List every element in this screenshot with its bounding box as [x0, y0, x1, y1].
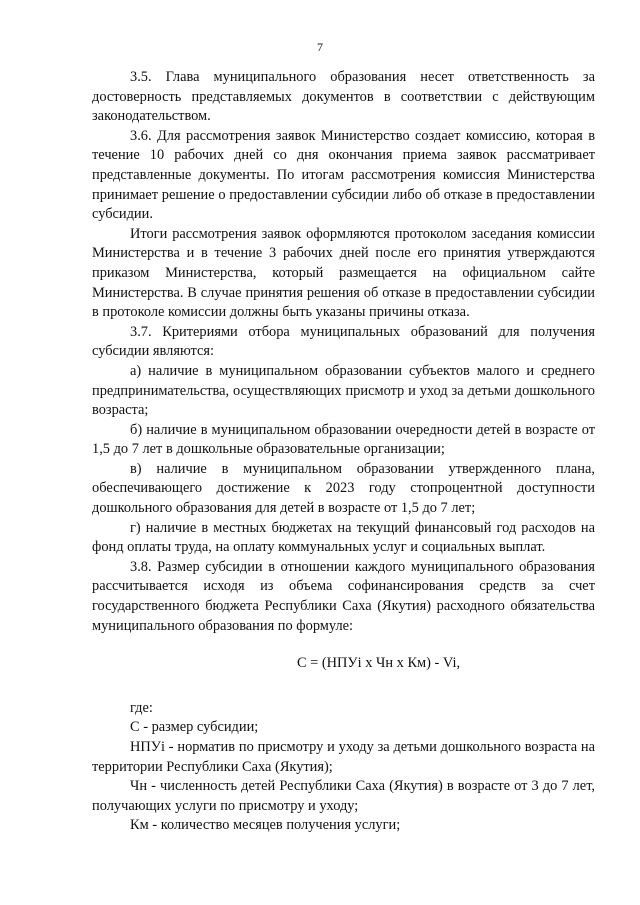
criterion-v: в) наличие в муниципальном образовании утвержденного плана, обеспечивающего достижение к 2023 году стопроцентной доступности дошкольного образования для детей в возрасте от 1,5 до 7 лет; [92, 460, 595, 517]
criterion-a: а) наличие в муниципальном образовании субъектов малого и среднего предпринимательства, осуществляющих присмотр и уход за детьми дошкольного возраста; [92, 362, 595, 419]
paragraph-3-5: 3.5. Глава муниципального образования несет ответственность за достоверность представляемых документов в соответствии с действующим законодательством. [92, 69, 595, 125]
paragraph-review-results: Итоги рассмотрения заявок оформляются протоколом заседания комиссии Министерства и в течение 3 рабочих дней после его принятия утверждаются приказом Министерства, который размещается на официальном сайте Министерства. В случае принятия решения об отказе в предоставлении субсидии в протоколе комиссии должны быть указаны причины отказа. [92, 225, 595, 321]
criterion-b: б) наличие в муниципальном образовании очередности детей в возрасте от 1,5 до 7 лет в дошкольные образовательные организации; [92, 421, 595, 458]
document-body [92, 68, 595, 836]
definition-km: Км - количество месяцев получения услуги; [130, 817, 401, 834]
paragraph-3-6: 3.6. Для рассмотрения заявок Министерство создает комиссию, которая в течение 10 рабочих дней со дня окончания приема заявок рассматривает представленные документы. По итогам рассмотрения комиссия Министерства принимает решение о предоставлении субсидии либо об отказе в предоставлении субсидии. [92, 127, 595, 223]
page-number: 7 [317, 40, 323, 54]
definition-c: С - размер субсидии; [130, 719, 259, 736]
definition-npui: НПУi - норматив по присмотру и уходу за детьми дошкольного возраста на территории Республики Саха (Якутия); [92, 739, 595, 775]
paragraph-3-8: 3.8. Размер субсидии в отношении каждого муниципального образования рассчитывается исходя из объема софинансирования средств за счет государственного бюджета Республики Саха (Якутия) расходного обязательства муниципального образования по формуле: [92, 558, 595, 634]
paragraph-3-7: 3.7. Критериями отбора муниципальных образований для получения субсидии являются: [92, 323, 595, 360]
formula-where-label: где: [130, 699, 153, 716]
definition-chn: Чн - численность детей Республики Саха (Якутия) в возрасте от 3 до 7 лет, получающих услуги по присмотру и уходу; [92, 778, 595, 814]
subsidy-formula: С = (НПУi x Чн x Км) - Vi, [296, 655, 461, 672]
criterion-g: г) наличие в местных бюджетах на текущий финансовый год расходов на фонд оплаты труда, на оплату коммунальных услуг и социальных выплат. [92, 519, 595, 556]
